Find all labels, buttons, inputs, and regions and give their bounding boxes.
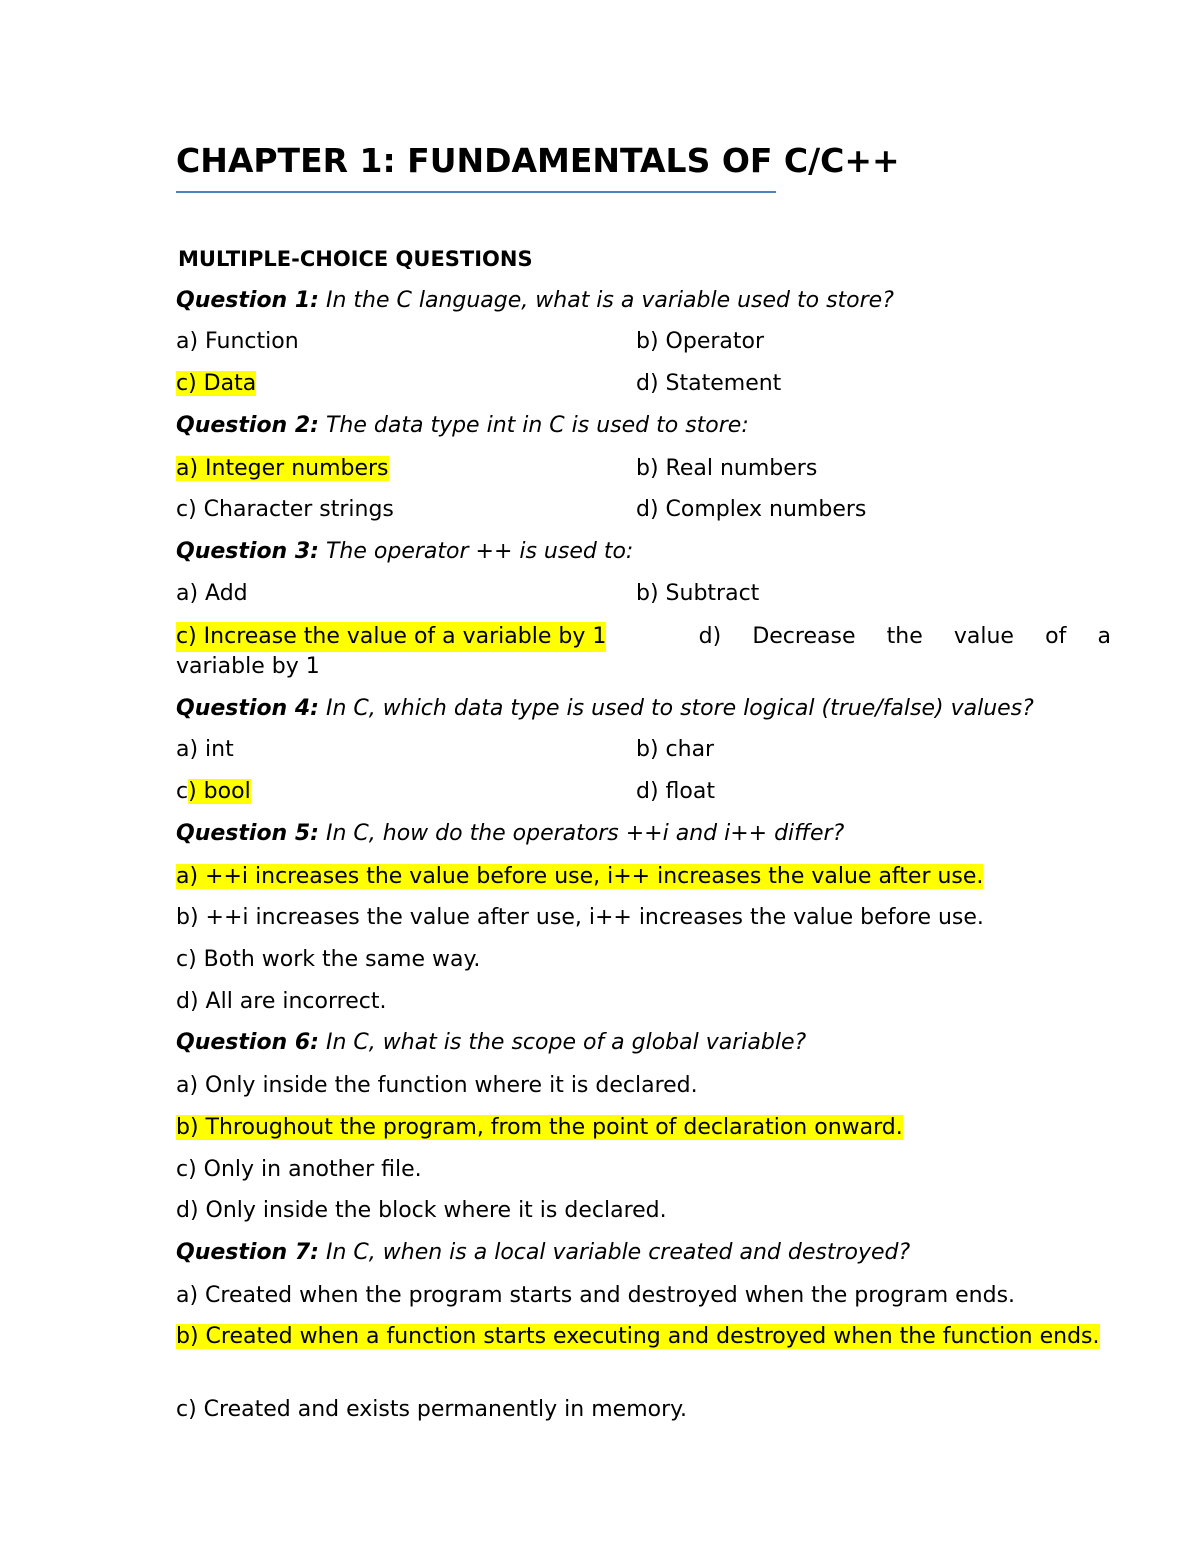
question-label: Question 1: <box>176 288 319 313</box>
question-text: In the C language, what is a variable used to store? <box>325 288 894 313</box>
option-7a: a) Created when the program starts and destroyed when the program ends. <box>176 1283 1016 1308</box>
question-4 <box>176 694 1034 724</box>
option-4a: a) int <box>176 737 234 762</box>
option-3d-word: of <box>1045 624 1067 649</box>
answer-highlight: b) Throughout the program, from the point of declaration onward. <box>176 1115 903 1140</box>
question-label: Question 7: <box>176 1240 319 1265</box>
option-2c: c) Character strings <box>176 497 394 522</box>
option-4b: b) char <box>636 737 715 762</box>
question-text: The data type int in C is used to store: <box>325 413 749 438</box>
option-3d-continuation: variable by 1 <box>176 654 320 679</box>
question-text: In C, when is a local variable created and destroyed? <box>325 1240 911 1265</box>
option-5b: b) ++i increases the value after use, i++ increases the value before use. <box>176 905 984 930</box>
option-6b-answer <box>176 1113 903 1143</box>
question-5 <box>176 819 844 849</box>
option-2a-answer <box>176 454 389 484</box>
question-text: In C, which data type is used to store logical (true/false) values? <box>325 696 1034 721</box>
question-label: Question 4: <box>176 696 319 721</box>
option-3d-word: a <box>1097 624 1111 649</box>
option-2d: d) Complex numbers <box>636 497 867 522</box>
option-3d-word: d) <box>698 624 722 649</box>
option-6c: c) Only in another file. <box>176 1157 422 1182</box>
option-3b: b) Subtract <box>636 581 760 606</box>
option-1d: d) Statement <box>636 371 782 396</box>
question-label: Question 5: <box>176 821 319 846</box>
option-5a-answer <box>176 862 983 892</box>
option-5d: d) All are incorrect. <box>176 989 387 1014</box>
chapter-title: CHAPTER 1: FUNDAMENTALS OF C/C++ <box>176 141 900 180</box>
question-label: Question 6: <box>176 1030 319 1055</box>
option-6d: d) Only inside the block where it is declared. <box>176 1198 667 1223</box>
question-label: Question 3: <box>176 539 319 564</box>
option-6a: a) Only inside the function where it is declared. <box>176 1073 698 1098</box>
option-5c: c) Both work the same way. <box>176 947 481 972</box>
question-6 <box>176 1028 806 1058</box>
option-1c-answer <box>176 369 256 399</box>
option-3d-word: value <box>953 624 1014 649</box>
option-3a: a) Add <box>176 581 248 606</box>
question-label: Question 2: <box>176 413 319 438</box>
option-1b: b) Operator <box>636 329 765 354</box>
answer-highlight: c) Increase the value of a variable by 1 <box>176 622 606 652</box>
option-4d: d) float <box>636 779 715 804</box>
answer-highlight: b) Created when a function starts executing and destroyed when the function ends. <box>176 1324 1100 1349</box>
question-3 <box>176 537 633 567</box>
option-4c-answer <box>176 777 251 807</box>
option-letter: c <box>176 779 189 804</box>
question-1 <box>176 286 894 316</box>
title-underline <box>176 191 776 193</box>
option-3d-word: Decrease <box>752 624 856 649</box>
question-7 <box>176 1238 910 1268</box>
option-3c-3d-line <box>176 622 1111 652</box>
question-2 <box>176 411 749 441</box>
answer-highlight: a) ++i increases the value before use, i++ increases the value after use. <box>176 864 984 889</box>
option-7c: c) Created and exists permanently in memory. <box>176 1397 688 1422</box>
question-text: In C, how do the operators ++i and i++ differ? <box>325 821 845 846</box>
answer-highlight: a) Integer numbers <box>176 456 389 481</box>
answer-highlight: ) bool <box>188 779 251 804</box>
option-2b: b) Real numbers <box>636 456 818 481</box>
option-3d-word: the <box>886 624 923 649</box>
option-7b-answer <box>176 1322 1111 1352</box>
answer-highlight: c) Data <box>176 371 257 396</box>
question-text: The operator ++ is used to: <box>325 539 634 564</box>
option-1a: a) Function <box>176 329 299 354</box>
question-text: In C, what is the scope of a global variable? <box>325 1030 807 1055</box>
section-heading: MULTIPLE-CHOICE QUESTIONS <box>178 247 533 271</box>
